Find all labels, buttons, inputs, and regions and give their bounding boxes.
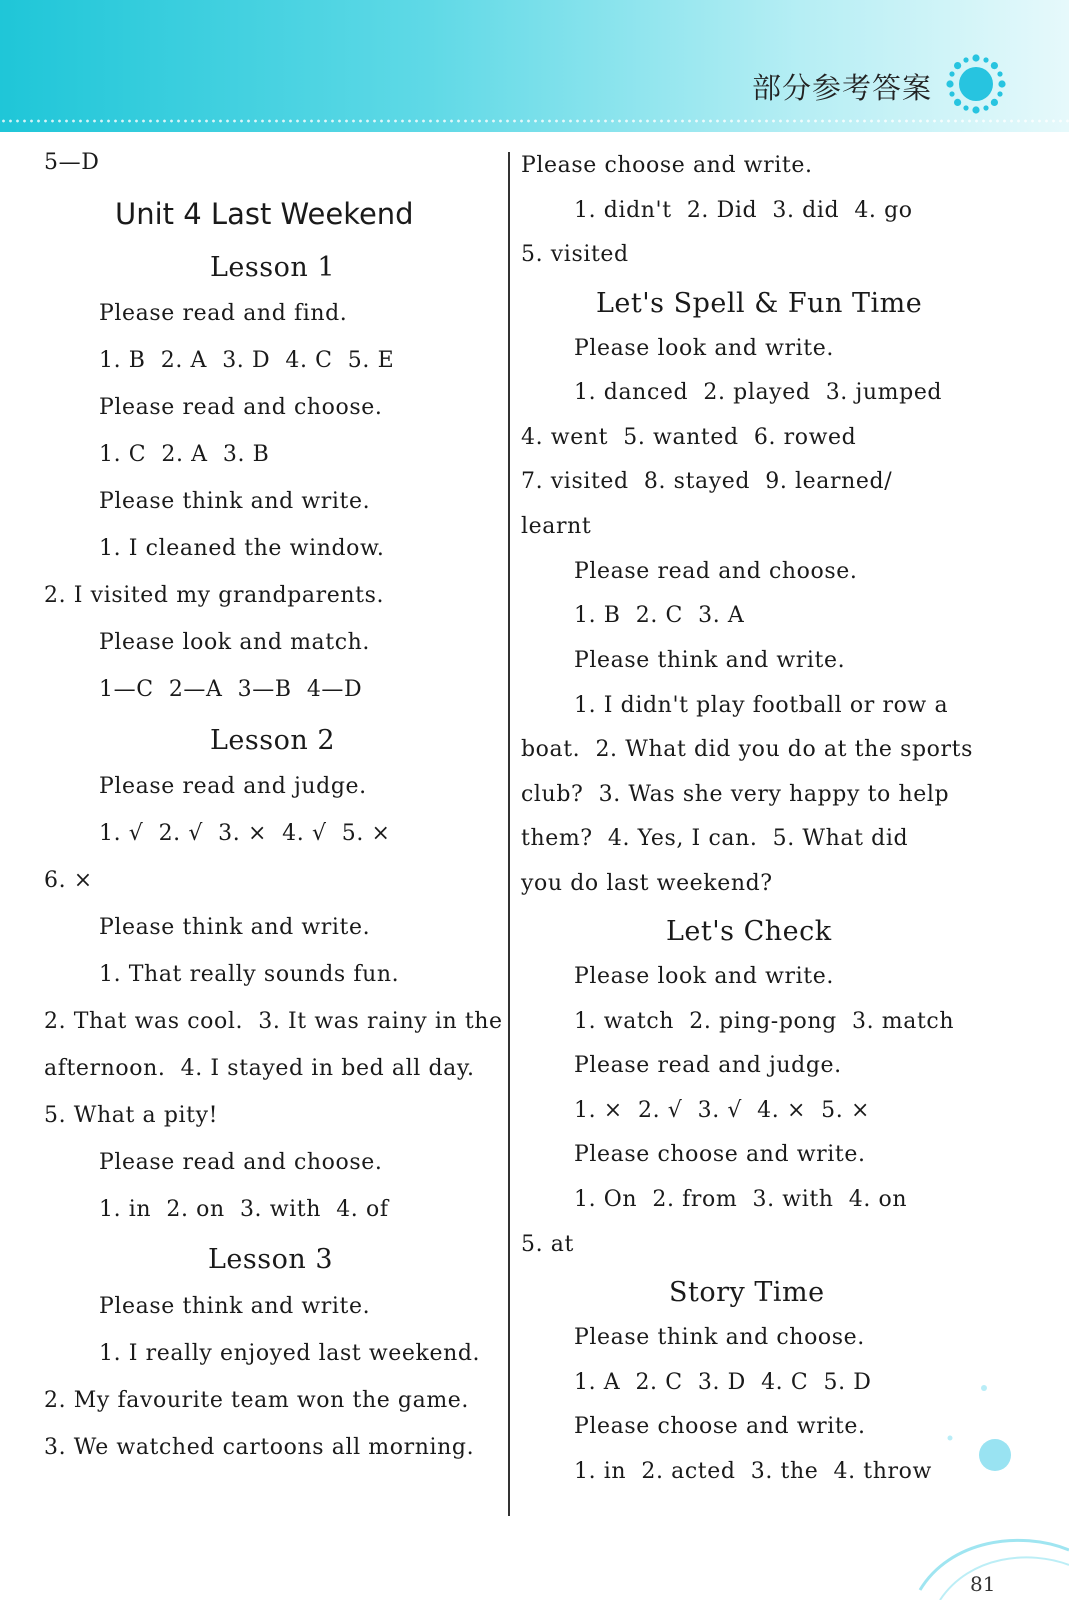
page-number: 81 [970,1572,996,1596]
answer-line: 1. I really enjoyed last weekend. [99,1341,481,1366]
answer-line: Please think and write. [574,648,846,673]
answer-line: Please look and match. [99,630,370,655]
answer-line: 5. visited [521,242,629,267]
answer-line: 1. in 2. on 3. with 4. of [99,1197,389,1222]
answer-line: Please think and write. [99,915,371,940]
answer-line: Please read and choose. [574,559,858,584]
answer-line: Please think and write. [99,1294,371,1319]
answer-line: them? 4. Yes, I can. 5. What did [521,826,909,851]
answer-line: 2. I visited my grandparents. [44,583,385,608]
answer-line: 1. × 2. √ 3. √ 4. × 5. × [574,1098,870,1123]
answer-line: you do last weekend? [521,871,773,896]
answer-line: Please choose and write. [574,1414,866,1439]
lesson3-heading: Lesson 3 [208,1244,334,1275]
answer-line: Please look and write. [574,336,834,361]
answer-line: 1. On 2. from 3. with 4. on [574,1187,908,1212]
answer-line: Please read and judge. [574,1053,842,1078]
answer-line: afternoon. 4. I stayed in bed all day. [44,1056,475,1081]
answer-line: 1. didn't 2. Did 3. did 4. go [574,198,913,223]
answer-line: 1. That really sounds fun. [99,962,400,987]
unit-title: Unit 4 Last Weekend [115,197,414,231]
check-heading: Let's Check [666,916,832,947]
answer-line: 1. watch 2. ping-pong 3. match [574,1009,955,1034]
answer-line: 1. B 2. A 3. D 4. C 5. E [99,348,395,373]
answer-line: 1. A 2. C 3. D 4. C 5. D [574,1370,872,1395]
answer-line: club? 3. Was she very happy to help [521,782,950,807]
header-dotted-line [0,118,1069,124]
sun-icon [944,52,1008,116]
answer-line: boat. 2. What did you do at the sports [521,737,973,762]
answer-line: Please choose and write. [574,1142,866,1167]
answer-line: 2. My favourite team won the game. [44,1388,470,1413]
answer-line: Please read and find. [99,301,348,326]
answer-line: Please think and write. [99,489,371,514]
answer-line: 1. B 2. C 3. A [574,603,745,628]
answer-line: 1. danced 2. played 3. jumped [574,380,943,405]
answer-line: 1—C 2—A 3—B 4—D [99,677,363,702]
answer-line: 1. I cleaned the window. [99,536,385,561]
answer-line: 1. C 2. A 3. B [99,442,270,467]
answer-line: 3. We watched cartoons all morning. [44,1435,475,1460]
answer-line: 1. √ 2. √ 3. × 4. √ 5. × [99,821,391,846]
answer-line: Please think and choose. [574,1325,865,1350]
lesson1-heading: Lesson 1 [210,252,336,283]
answer-line: 5. What a pity! [44,1103,219,1128]
answer-line: Please read and judge. [99,774,367,799]
lesson2-heading: Lesson 2 [210,725,336,756]
top-line: 5—D [44,150,100,175]
story-heading: Story Time [669,1277,825,1308]
answer-line: Please read and choose. [99,395,383,420]
answer-line: 4. went 5. wanted 6. rowed [521,425,857,450]
answer-line: Please look and write. [574,964,834,989]
answer-line: 2. That was cool. 3. It was rainy in the [44,1009,503,1034]
answer-line: 6. × [44,868,93,893]
column-divider [508,152,510,1516]
answer-line: 7. visited 8. stayed 9. learned/ [521,469,893,494]
answer-line: 1. in 2. acted 3. the 4. throw [574,1459,932,1484]
corner-decoration [880,1380,1069,1600]
spell-heading: Let's Spell & Fun Time [596,288,923,319]
answer-line: 1. I didn't play football or row a [574,693,949,718]
answer-line: Please read and choose. [99,1150,383,1175]
header-title: 部分参考答案 [752,71,933,105]
answer-line: Please choose and write. [521,153,813,178]
answer-line: 5. at [521,1232,574,1257]
answer-line: learnt [521,514,592,539]
